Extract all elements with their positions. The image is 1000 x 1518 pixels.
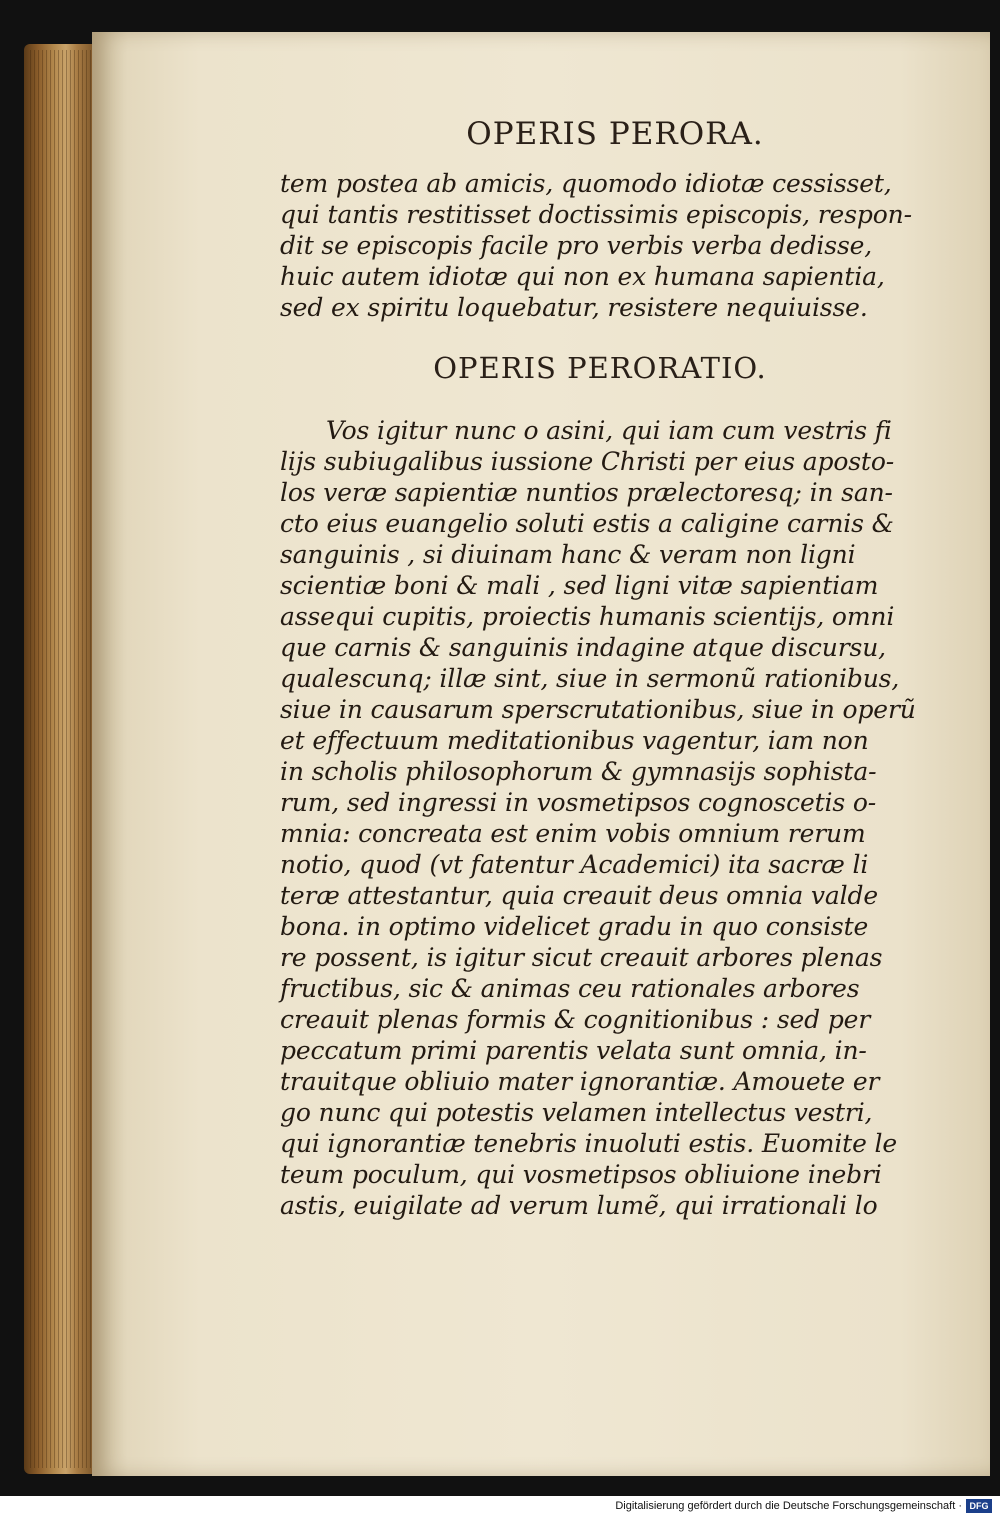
text-line: teræ attestantur, quia creauit deus omnia valde — [280, 881, 879, 910]
text-line: re possent, is igitur sicut creauit arbores plenas — [280, 943, 883, 972]
text-line: siue in causarum sperscrutationibus, siue in operũ — [280, 695, 916, 724]
text-line: astis, euigilate ad verum lumẽ, qui irrationali lo — [280, 1191, 878, 1220]
text-line: sanguinis , si diuinam hanc & veram non ligni — [280, 540, 856, 569]
text-line: notio, quod (vt fatentur Academici) ita sacræ li — [280, 850, 869, 879]
text-line: los veræ sapientiæ nuntios prælectoresq; in san- — [280, 478, 893, 507]
footer-bar — [0, 1496, 1000, 1518]
text-line: huic autem idiotæ qui non ex humana sapientia, — [280, 262, 885, 291]
text-line: peccatum primi parentis velata sunt omnia, in- — [280, 1036, 867, 1065]
paragraph-1 — [280, 168, 920, 323]
footer-credit: Digitalisierung gefördert durch die Deutsche Forschungsgemeinschaft · — [615, 1500, 962, 1512]
book-page — [92, 32, 990, 1476]
text-line: bona. in optimo videlicet gradu in quo consiste — [280, 912, 869, 941]
section-title: OPERIS PERORATIO. — [433, 351, 767, 385]
text-line: trauitque obliuio mater ignorantiæ. Amouete er — [280, 1067, 880, 1096]
text-line: tem postea ab amicis, quomodo idiotæ cessisset, — [280, 169, 892, 198]
text-line: in scholis philosophorum & gymnasijs sophista- — [280, 757, 877, 786]
text-line: qualescunq; illæ sint, siue in sermonũ rationibus, — [280, 664, 900, 693]
running-head: OPERIS PERORA. — [466, 116, 764, 152]
text-line: rum, sed ingressi in vosmetipsos cognoscetis o- — [280, 788, 877, 817]
text-line: cto eius euangelio soluti estis a caligine carnis & — [280, 509, 894, 538]
text-line: creauit plenas formis & cognitionibus : sed per — [280, 1005, 871, 1034]
text-line: qui ignorantiæ tenebris inuoluti estis. Euomite le — [280, 1129, 898, 1158]
paragraph-2 — [280, 415, 920, 1221]
text-line-first: Vos igitur nunc o asini, qui iam cum vestris fi — [326, 416, 892, 445]
page-content — [280, 116, 920, 1221]
text-line: sed ex spiritu loquebatur, resistere nequiuisse. — [280, 293, 868, 322]
text-line: assequi cupitis, proiectis humanis scientijs, omni — [280, 602, 895, 631]
text-line: lijs subiugalibus iussione Christi per eius aposto- — [280, 447, 895, 476]
text-line: que carnis & sanguinis indagine atque discursu, — [280, 633, 886, 662]
text-line: fructibus, sic & animas ceu rationales arbores — [280, 974, 860, 1003]
dfg-logo-icon[interactable]: DFG — [966, 1499, 992, 1513]
text-line: et effectuum meditationibus vagentur, iam non — [280, 726, 869, 755]
text-line: dit se episcopis facile pro verbis verba dedisse, — [280, 231, 873, 260]
text-line: scientiæ boni & mali , sed ligni vitæ sapientiam — [280, 571, 879, 600]
text-line: go nunc qui potestis velamen intellectus vestri, — [280, 1098, 873, 1127]
text-line: mnia: concreata est enim vobis omnium rerum — [280, 819, 866, 848]
text-line: qui tantis restitisset doctissimis episcopis, respon- — [280, 200, 912, 229]
book-page-edges — [30, 50, 94, 1468]
text-line: teum poculum, qui vosmetipsos obliuione inebri — [280, 1160, 882, 1189]
